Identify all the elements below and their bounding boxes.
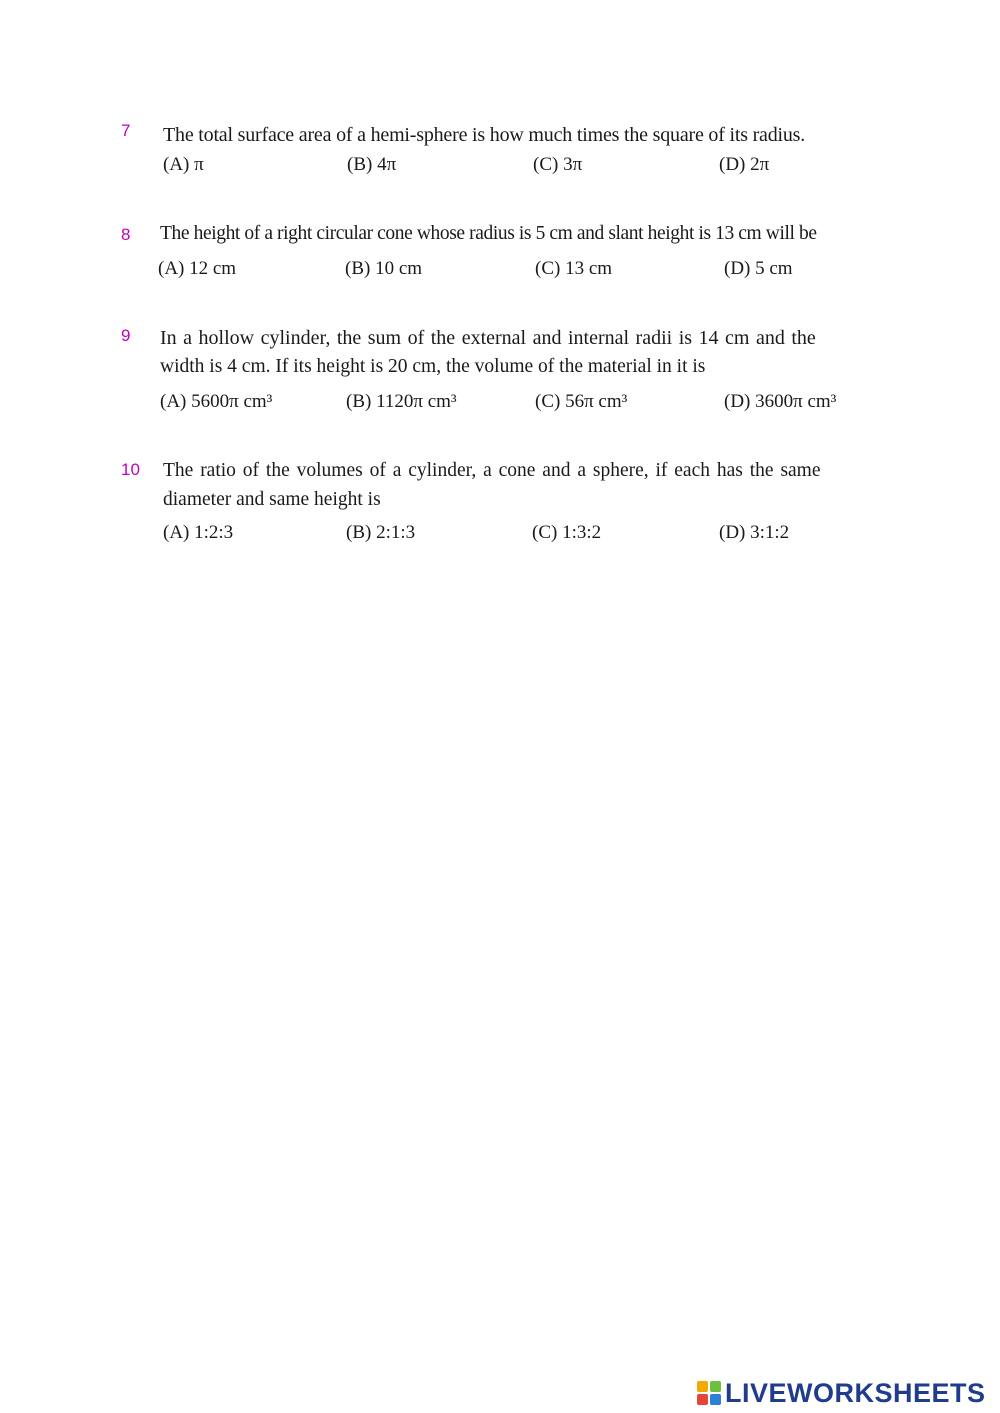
question-10-option-d[interactable]: (D) 3:1:2	[719, 522, 790, 543]
question-8-number: 8	[121, 225, 131, 244]
question-9-option-a[interactable]: (A) 5600π cm³	[160, 391, 273, 412]
question-10-number: 10	[121, 460, 140, 479]
logo-square-4	[710, 1394, 721, 1405]
question-8-option-d[interactable]: (D) 5 cm	[724, 258, 793, 279]
liveworksheets-wordmark: LIVEWORKSHEETS	[725, 1377, 986, 1408]
question-9-option-b[interactable]: (B) 1120π cm³	[346, 391, 457, 412]
question-10-text-line-1: The ratio of the volumes of a cylinder, a cone and a sphere, if each has the same	[163, 460, 821, 481]
logo-square-1	[697, 1381, 708, 1392]
question-7-number: 7	[121, 121, 131, 140]
question-10-option-c[interactable]: (C) 1:3:2	[532, 522, 602, 543]
liveworksheets-logo-icon	[697, 1381, 721, 1405]
question-10-option-a[interactable]: (A) 1:2:3	[163, 522, 234, 543]
question-10-text-line-2: diameter and same height is	[163, 489, 381, 510]
question-7-text: The total surface area of a hemi-sphere is how much times the square of its radius.	[163, 124, 806, 146]
question-7-option-a[interactable]: (A) π	[163, 154, 204, 175]
question-9-text-line-1: In a hollow cylinder, the sum of the external and internal radii is 14 cm and the	[160, 327, 816, 349]
question-8-option-a[interactable]: (A) 12 cm	[158, 258, 237, 279]
question-9-number: 9	[121, 326, 131, 345]
question-7-option-d[interactable]: (D) 2π	[719, 154, 770, 175]
question-9-text-line-2: width is 4 cm. If its height is 20 cm, the volume of the material in it is	[160, 356, 706, 377]
logo-square-2	[710, 1381, 721, 1392]
question-8-option-c[interactable]: (C) 13 cm	[535, 258, 613, 279]
question-9-option-d[interactable]: (D) 3600π cm³	[724, 391, 837, 412]
liveworksheets-brand	[697, 1378, 986, 1408]
question-7-option-b[interactable]: (B) 4π	[347, 154, 397, 175]
question-7-option-c[interactable]: (C) 3π	[533, 154, 583, 175]
question-8-option-b[interactable]: (B) 10 cm	[345, 258, 423, 279]
question-8-text: The height of a right circular cone whose radius is 5 cm and slant height is 13 cm will be	[160, 223, 817, 244]
logo-square-3	[697, 1394, 708, 1405]
question-9-option-c[interactable]: (C) 56π cm³	[535, 391, 628, 412]
question-10-option-b[interactable]: (B) 2:1:3	[346, 522, 416, 543]
